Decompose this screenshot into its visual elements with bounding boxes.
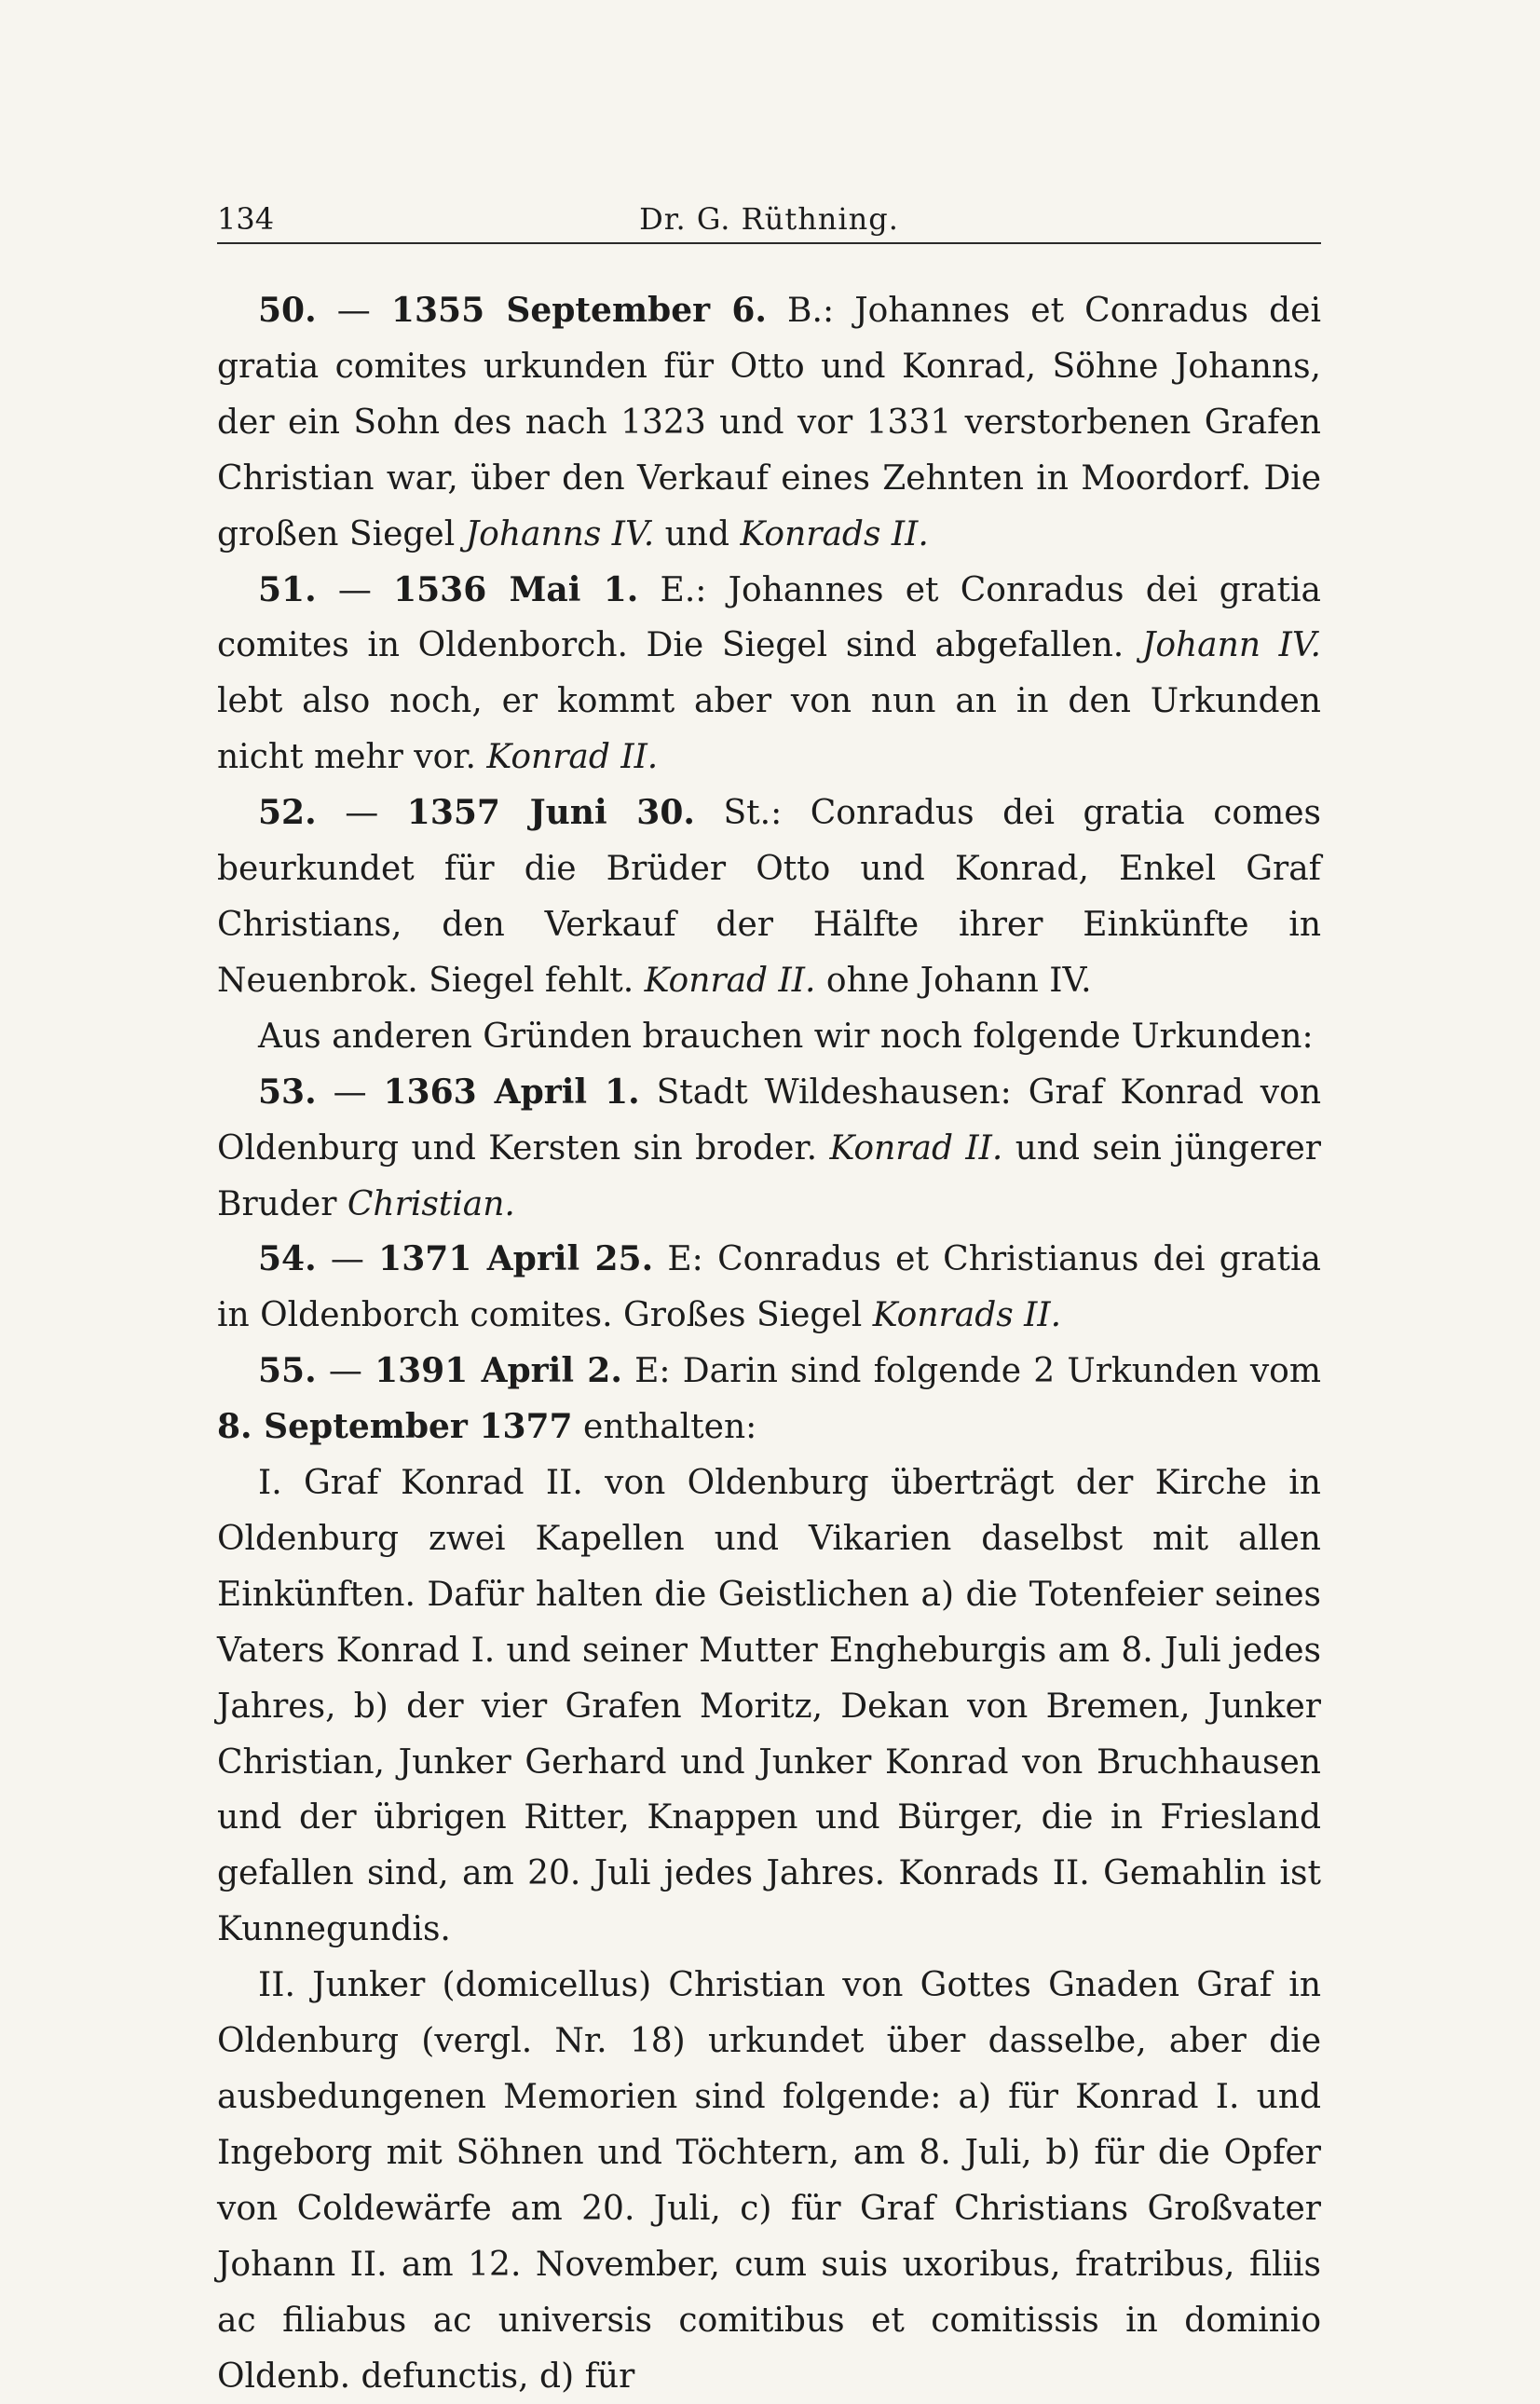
entry-number: 50. <box>258 291 317 330</box>
entry-italic: Johann IV. <box>1141 626 1321 665</box>
entry-55 <box>217 1344 1321 1455</box>
entry-text: ohne Johann IV. <box>825 961 1092 1000</box>
entry-number: 54. <box>258 1239 317 1279</box>
entry-50 <box>217 283 1321 563</box>
entry-text: Conradus et Christianus dei gratia in Oldenborch comites. Großes Siegel <box>217 1240 1321 1335</box>
entry-text: Johannes et Conradus dei gratia comites in Oldenborch. Die Siegel sind abgefallen. <box>217 570 1321 665</box>
entry-italic: Konrad II. <box>829 1128 1003 1168</box>
entry-text: Conradus dei gratia comes beurkundet für die Brüder Otto und Konrad, Enkel Graf Christians, den Verkauf der Hälfte ihrer Einkünfte in Neuenbrok. Siegel fehlt. <box>217 794 1321 1000</box>
entry-number: 52. <box>258 793 317 833</box>
entry-number: 55. <box>258 1351 317 1391</box>
entry-52 <box>217 785 1321 1009</box>
entry-text: Johannes et Conradus dei gratia comites urkunden für Otto und Konrad, Söhne Johanns, der ein Sohn des nach 1323 und vor 1331 verstorbenen Grafen Christian war, über den Verkauf eines Zehnten in Moordorf. Die großen Siegel <box>217 292 1321 553</box>
section-one: I. Graf Konrad II. von Oldenburg überträgt der Kirche in Oldenburg zwei Kapellen und Vikarien daselbst mit allen Einkünften. Dafür halten die Geistlichen a) die Totenfeier seines Vaters Konrad I. und seiner Mutter Engheburgis am 8. Juli jedes Jahres, b) der vier Grafen Moritz, Dekan von Bremen, Junker Christian, Junker Gerhard und Junker Konrad von Bruchhausen und der übrigen Ritter, Knappen und Bürger, die in Friesland gefallen sind, am 20. Juli jedes Jahres. Konrads II. Gemahlin ist Kunnegundis. <box>217 1464 1321 1949</box>
running-head: Dr. G. Rüthning. <box>639 201 899 237</box>
entry-date-secondary: 8. September 1377 <box>217 1407 573 1447</box>
entry-italic: Konrad II. <box>486 738 659 777</box>
body-text <box>217 283 1321 2404</box>
entry-source: E.: <box>660 570 707 609</box>
entry-date: 1391 April 2. <box>375 1351 622 1391</box>
entry-number: 53. <box>258 1072 317 1112</box>
entry-date: 1536 Mai 1. <box>393 569 639 609</box>
entry-dash: — <box>330 1240 364 1279</box>
document-page <box>217 186 1321 2404</box>
entry-source: Stadt Wildeshausen: <box>656 1072 1012 1112</box>
entry-date: 1355 September 6. <box>390 291 767 330</box>
entry-text: lebt also noch, er kommt aber von nun an in den Urkunden nicht mehr vor. <box>217 682 1321 777</box>
entry-text: Darin sind folgende 2 Urkunden vom <box>682 1352 1321 1391</box>
entry-text: und <box>664 514 730 553</box>
entry-date: 1363 April 1. <box>383 1072 640 1112</box>
entry-dash: — <box>328 1352 362 1391</box>
entry-date: 1371 April 25. <box>378 1239 654 1279</box>
entry-text: und sein jüngerer Bruder <box>217 1128 1321 1223</box>
entry-dash: — <box>337 570 372 609</box>
section-two: II. Junker (domicellus) Christian von Gottes Gnaden Graf in Oldenburg (vergl. Nr. 18) urkundet über dasselbe, aber die ausbedungenen Memorien sind folgende: a) für Konrad I. und Ingeborg mit Söhnen und Töchtern, am 8. Juli, b) für die Opfer von Coldewärfe am 20. Juli, c) für Graf Christians Großvater Johann II. am 12. November, cum suis uxoribus, fratribus, filiis ac filiabus ac universis comitibus et comitissis in dominio Oldenb. defunctis, d) für <box>217 1966 1321 2396</box>
entry-51 <box>217 563 1321 786</box>
transition-line: Aus anderen Gründen brauchen wir noch folgende Urkunden: <box>258 1017 1314 1056</box>
entry-54 <box>217 1232 1321 1344</box>
entry-text: Graf Konrad von Oldenburg und Kersten sin broder. <box>217 1072 1322 1168</box>
entry-dash: — <box>345 794 379 833</box>
entry-italic: Johanns IV. <box>465 514 655 553</box>
page-number: 134 <box>217 201 275 237</box>
entry-italic: Christian. <box>347 1184 515 1223</box>
entry-date: 1357 Juni 30. <box>406 793 695 833</box>
entry-53 <box>217 1065 1321 1233</box>
entry-text: enthalten: <box>583 1408 757 1447</box>
entry-source: B.: <box>787 292 835 330</box>
entry-dash: — <box>336 292 371 330</box>
entry-number: 51. <box>258 569 317 609</box>
entry-italic: Konrads II. <box>872 1296 1062 1335</box>
entry-source: E: <box>667 1240 703 1279</box>
entry-dash: — <box>333 1072 367 1112</box>
entry-italic: Konrads II. <box>740 514 929 553</box>
page-header <box>217 186 1321 244</box>
entry-italic: Konrad II. <box>644 961 816 1000</box>
entry-source: E: <box>634 1352 671 1391</box>
entry-source: St.: <box>723 794 783 833</box>
